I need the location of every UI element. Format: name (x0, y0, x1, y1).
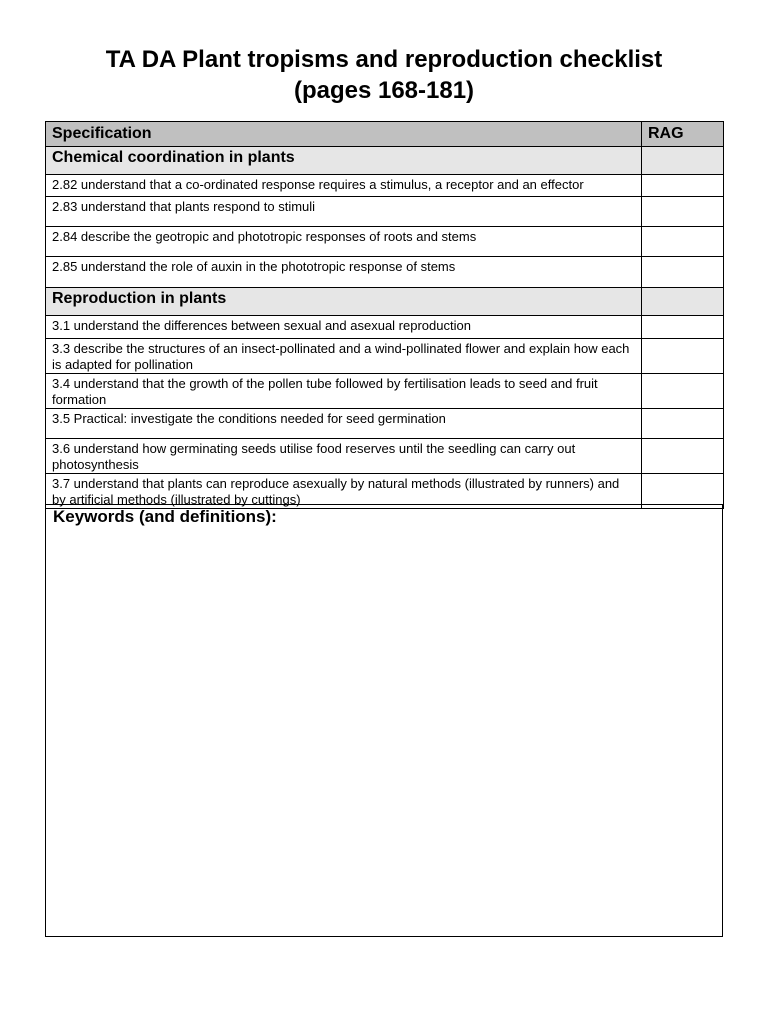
rag-cell[interactable] (642, 197, 724, 227)
section-title: Reproduction in plants (46, 288, 642, 316)
spec-text: 3.6 understand how germinating seeds utilise food reserves until the seedling can carry out photosynthesis (46, 439, 642, 474)
spec-text: 3.7 understand that plants can reproduce asexually by natural methods (illustrated by runners) and by artificial methods (illustrated by cuttings) (46, 474, 642, 509)
checklist-table (45, 121, 724, 509)
table-row (46, 227, 724, 257)
rag-cell[interactable] (642, 339, 724, 374)
title-line-2: (pages 168-181) (293, 77, 475, 104)
spec-text: 3.1 understand the differences between sexual and asexual reproduction (46, 316, 642, 339)
rag-cell[interactable] (642, 147, 724, 175)
spec-text: 2.82 understand that a co-ordinated response requires a stimulus, a receptor and an effector (46, 175, 642, 197)
table-header-row (46, 122, 724, 147)
spec-text: 2.84 describe the geotropic and phototropic responses of roots and stems (46, 227, 642, 257)
rag-cell[interactable] (642, 257, 724, 288)
title-line-1: TA DA Plant tropisms and reproduction checklist (105, 46, 663, 73)
header-specification: Specification (46, 122, 642, 147)
section-row (46, 147, 724, 175)
rag-cell[interactable] (642, 409, 724, 439)
spec-text: 2.83 understand that plants respond to stimuli (46, 197, 642, 227)
table-row (46, 439, 724, 474)
keywords-box[interactable] (45, 504, 723, 937)
table-row (46, 257, 724, 288)
table-row (46, 175, 724, 197)
section-row (46, 288, 724, 316)
rag-cell[interactable] (642, 374, 724, 409)
section-title: Chemical coordination in plants (46, 147, 642, 175)
table-row (46, 374, 724, 409)
rag-cell[interactable] (642, 175, 724, 197)
rag-cell[interactable] (642, 288, 724, 316)
header-rag: RAG (642, 122, 724, 147)
page-title (0, 44, 768, 106)
rag-cell[interactable] (642, 316, 724, 339)
table-row (46, 197, 724, 227)
table-row (46, 316, 724, 339)
spec-text: 3.5 Practical: investigate the conditions needed for seed germination (46, 409, 642, 439)
rag-cell[interactable] (642, 439, 724, 474)
spec-text: 3.3 describe the structures of an insect-pollinated and a wind-pollinated flower and explain how each is adapted for pollination (46, 339, 642, 374)
table-row (46, 339, 724, 374)
keywords-title: Keywords (and definitions): (53, 507, 277, 526)
spec-text: 3.4 understand that the growth of the pollen tube followed by fertilisation leads to seed and fruit formation (46, 374, 642, 409)
table-row (46, 409, 724, 439)
spec-text: 2.85 understand the role of auxin in the phototropic response of stems (46, 257, 642, 288)
rag-cell[interactable] (642, 227, 724, 257)
